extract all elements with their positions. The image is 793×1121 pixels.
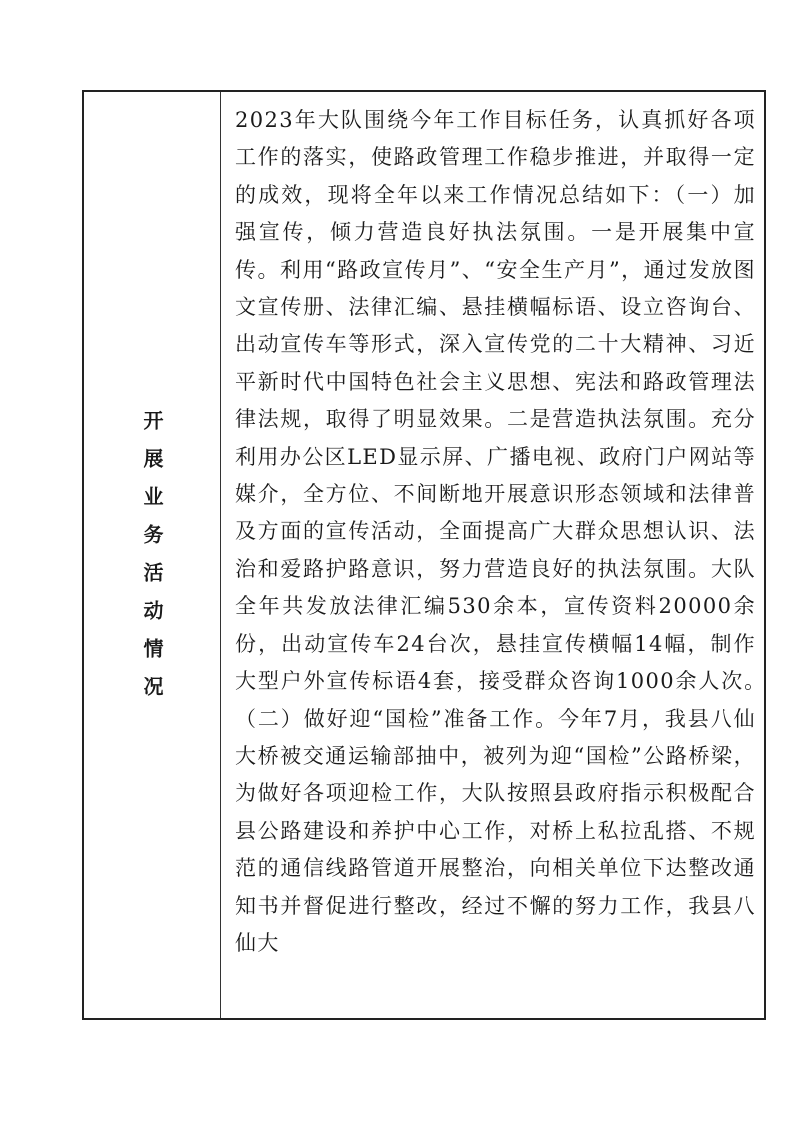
section-content: 2023年大队围绕今年工作目标任务，认真抓好各项工作的落实，使路政管理工作稳步推进，并取得一定的成效，现将全年以来工作情况总结如下：（一）加强宣传，倾力营造良好执法氛围。一是开展集中宣传。利用“路政宣传月”、“安全生产月”，通过发放图文宣传册、法律汇编、悬挂横幅标语、设立咨询台、出动宣传车等形式，深入宣传党的二十大精神、习近平新时代中国特色社会主义思想、宪法和路政管理法律法规，取得了明显效果。二是营造执法氛围。充分利用办公区LED显示屏、广播电视、政府门户网站等媒介，全方位、不间断地开展意识形态领域和法律普及方面的宣传活动，全面提高广大群众思想认识、法治和爱路护路意识，努力营造良好的执法氛围。大队全年共发放法律汇编530余本，宣传资料20000余份，出动宣传车24台次，悬挂宣传横幅14幅，制作大型户外宣传标语4套，接受群众咨询1000余人次。 （二）做好迎“国检”准备工作。今年7月，我县八仙大桥被交通运输部抽中，被列为迎“国检”公路桥梁，为做好各项迎检工作，大队按照县政府指示积极配合县公路建设和养护中心工作，对桥上私拉乱搭、不规范的通信线路管道开展整治，向相关单位下达整改通知书并督促进行整改，经过不懈的努力工作，我县八仙大: [235, 108, 779, 955]
section-label: 开展业务活动情况: [140, 410, 164, 714]
label-cell: [84, 92, 221, 1018]
content-cell: [221, 92, 779, 1018]
activity-table: [82, 90, 779, 1020]
